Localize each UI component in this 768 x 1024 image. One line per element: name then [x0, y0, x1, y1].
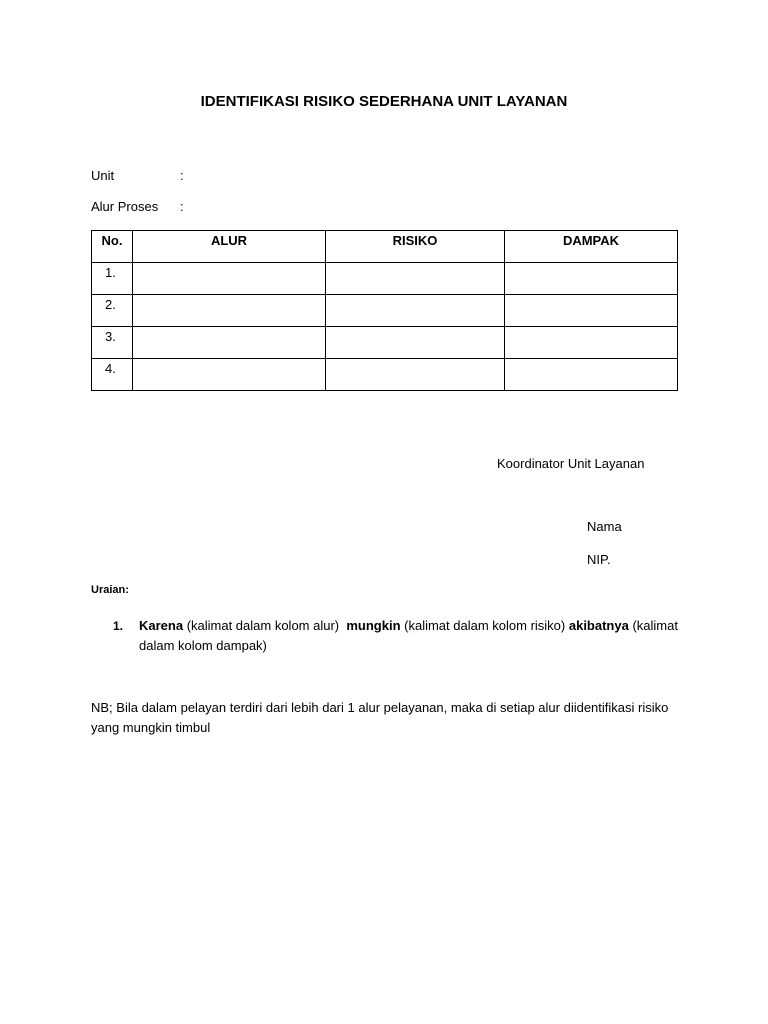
- unit-field: [91, 168, 184, 183]
- note-text: NB; Bila dalam pelayan terdiri dari lebih dari 1 alur pelayanan, maka di setiap alur diidentifikasi risiko yang mungkin timbul: [91, 700, 669, 735]
- alur-text: (kalimat dalam kolom alur): [183, 618, 347, 633]
- signature-role: Koordinator Unit Layanan: [497, 456, 645, 471]
- header-risiko: RISIKO: [326, 231, 505, 263]
- mungkin-keyword: mungkin: [346, 618, 401, 633]
- risk-table: [91, 230, 678, 391]
- row-number: 4.: [92, 359, 133, 391]
- row-number: 2.: [92, 295, 133, 327]
- unit-label: Unit: [91, 168, 115, 183]
- alur-cell: [133, 327, 326, 359]
- alur-proses-field: [91, 199, 184, 214]
- signature-nip: NIP.: [587, 552, 611, 567]
- dampak-cell: [505, 263, 678, 295]
- header-alur: ALUR: [133, 231, 326, 263]
- table-row: [92, 327, 678, 359]
- alur-cell: [133, 295, 326, 327]
- table-row: [92, 295, 678, 327]
- karena-keyword: Karena: [139, 618, 184, 633]
- document-title: IDENTIFIKASI RISIKO SEDERHANA UNIT LAYANAN: [200, 93, 568, 110]
- risiko-cell: [326, 359, 505, 391]
- alur-proses-colon: :: [180, 199, 184, 214]
- table-row: [92, 359, 678, 391]
- uraian-heading: Uraian:: [91, 584, 129, 596]
- akibatnya-keyword: akibatnya: [568, 618, 629, 633]
- dampak-cell: [505, 327, 678, 359]
- table-row: [92, 263, 678, 295]
- row-number: 1.: [92, 263, 133, 295]
- uraian-item-number: 1.: [113, 619, 124, 633]
- risiko-cell: [326, 327, 505, 359]
- uraian-item-text: [139, 616, 679, 656]
- risiko-cell: [326, 263, 505, 295]
- table-header-row: [92, 231, 678, 263]
- risiko-text: (kalimat dalam kolom risiko): [400, 618, 569, 633]
- header-dampak: DAMPAK: [505, 231, 678, 263]
- alur-proses-label: Alur Proses: [91, 199, 159, 214]
- unit-colon: :: [180, 168, 184, 183]
- dampak-cell: [505, 359, 678, 391]
- signature-name: Nama: [587, 519, 622, 534]
- dampak-text: (kalimat dalam kolom dampak): [139, 618, 678, 653]
- dampak-cell: [505, 295, 678, 327]
- row-number: 3.: [92, 327, 133, 359]
- alur-cell: [133, 263, 326, 295]
- header-no: No.: [92, 231, 133, 263]
- risiko-cell: [326, 295, 505, 327]
- alur-cell: [133, 359, 326, 391]
